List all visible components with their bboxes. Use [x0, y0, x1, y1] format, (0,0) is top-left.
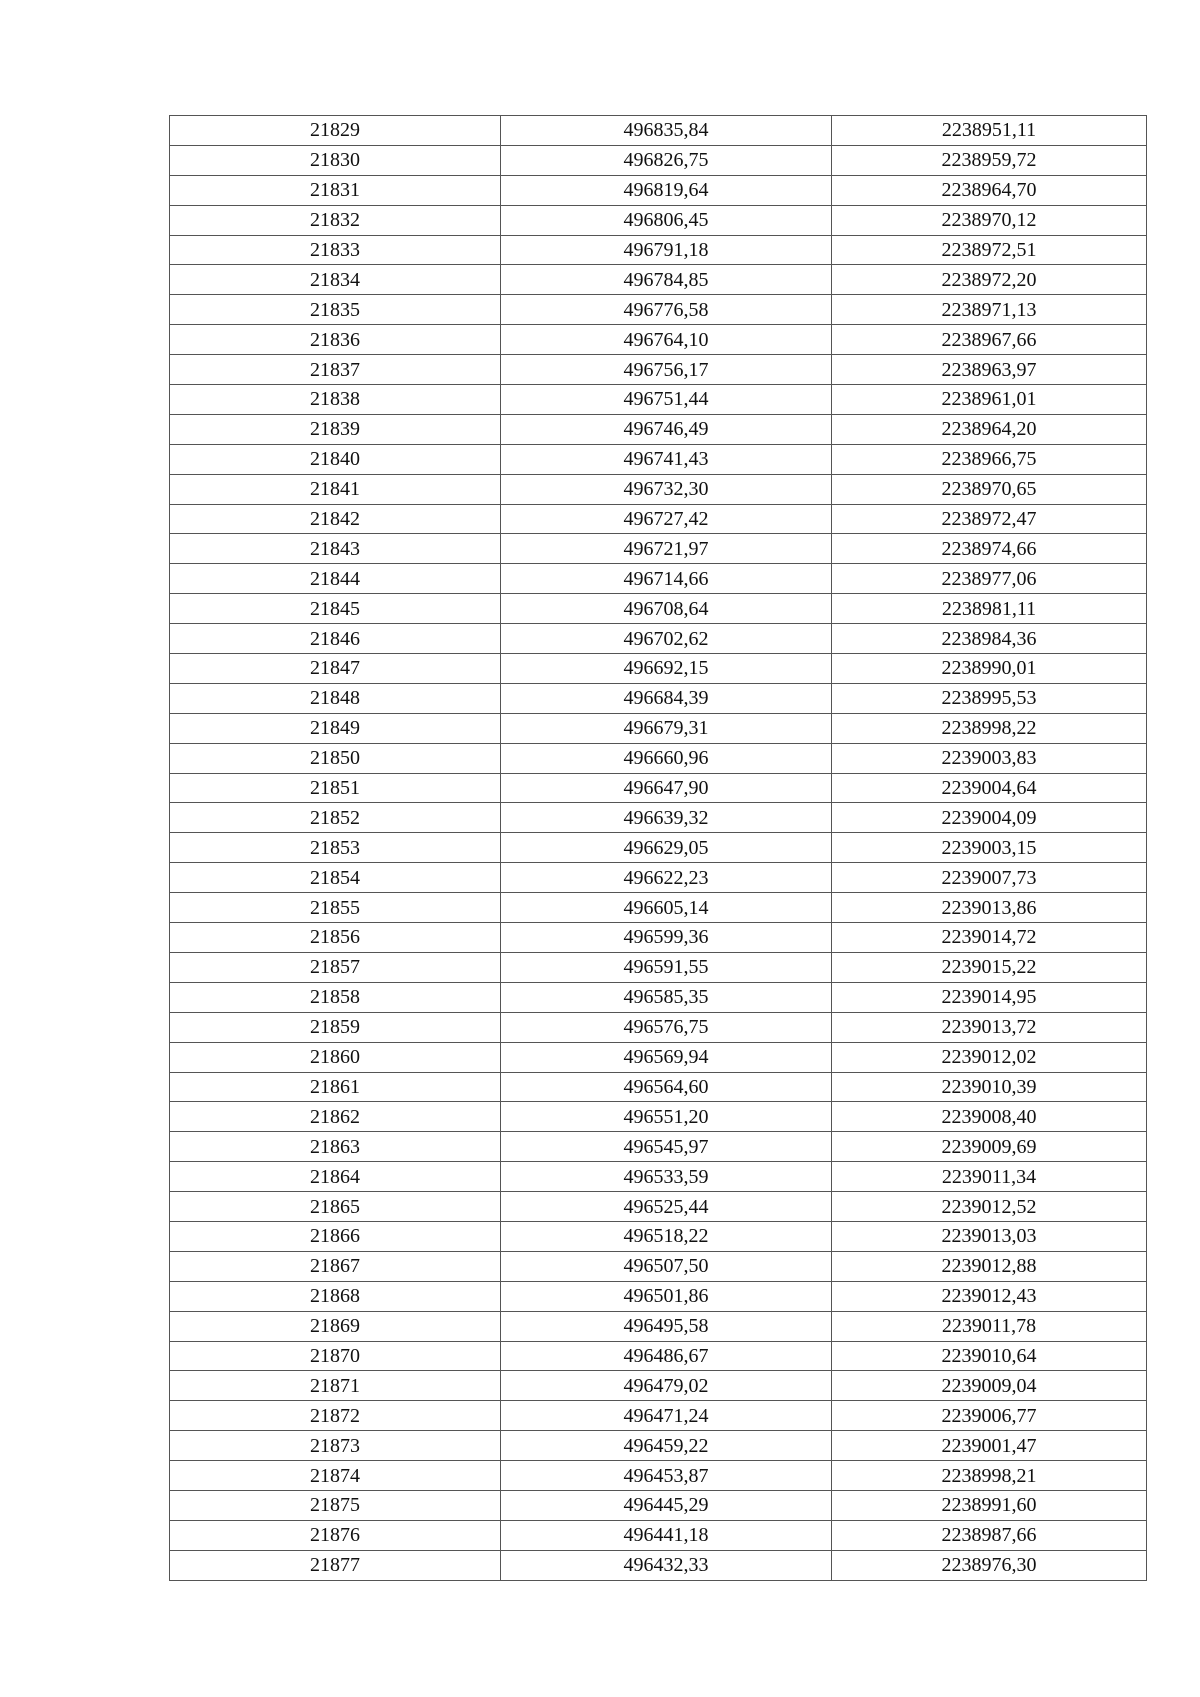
- point-number-cell: 21852: [170, 803, 501, 833]
- y-coordinate-cell: 2238981,11: [832, 594, 1147, 624]
- y-coordinate-cell: 2238967,66: [832, 325, 1147, 355]
- y-coordinate-cell: 2238972,20: [832, 265, 1147, 295]
- table-row: [170, 1221, 1147, 1251]
- y-coordinate-cell: 2238977,06: [832, 564, 1147, 594]
- point-number-cell: 21870: [170, 1341, 501, 1371]
- point-number-cell: 21833: [170, 235, 501, 265]
- table-row: [170, 564, 1147, 594]
- x-coordinate-cell: 496692,15: [501, 654, 832, 684]
- table-row: [170, 175, 1147, 205]
- y-coordinate-cell: 2239011,78: [832, 1311, 1147, 1341]
- y-coordinate-cell: 2239010,39: [832, 1072, 1147, 1102]
- table-row: [170, 1012, 1147, 1042]
- point-number-cell: 21866: [170, 1221, 501, 1251]
- y-coordinate-cell: 2238961,01: [832, 385, 1147, 415]
- table-row: [170, 1371, 1147, 1401]
- x-coordinate-cell: 496660,96: [501, 743, 832, 773]
- y-coordinate-cell: 2239015,22: [832, 952, 1147, 982]
- table-row: [170, 504, 1147, 534]
- table-row: [170, 1461, 1147, 1491]
- table-row: [170, 1102, 1147, 1132]
- y-coordinate-cell: 2238972,51: [832, 235, 1147, 265]
- y-coordinate-cell: 2238970,65: [832, 474, 1147, 504]
- y-coordinate-cell: 2239013,72: [832, 1012, 1147, 1042]
- x-coordinate-cell: 496806,45: [501, 205, 832, 235]
- table-row: [170, 385, 1147, 415]
- table-row: [170, 594, 1147, 624]
- x-coordinate-cell: 496708,64: [501, 594, 832, 624]
- table-row: [170, 1431, 1147, 1461]
- x-coordinate-cell: 496459,22: [501, 1431, 832, 1461]
- y-coordinate-cell: 2239011,34: [832, 1162, 1147, 1192]
- x-coordinate-cell: 496684,39: [501, 683, 832, 713]
- table-row: [170, 1132, 1147, 1162]
- y-coordinate-cell: 2238966,75: [832, 444, 1147, 474]
- coordinates-table: [169, 115, 1147, 1581]
- table-row: [170, 683, 1147, 713]
- x-coordinate-cell: 496479,02: [501, 1371, 832, 1401]
- table-row: [170, 1341, 1147, 1371]
- table-row: [170, 325, 1147, 355]
- table-row: [170, 654, 1147, 684]
- point-number-cell: 21835: [170, 295, 501, 325]
- table-row: [170, 1401, 1147, 1431]
- x-coordinate-cell: 496486,67: [501, 1341, 832, 1371]
- point-number-cell: 21841: [170, 474, 501, 504]
- x-coordinate-cell: 496639,32: [501, 803, 832, 833]
- point-number-cell: 21858: [170, 982, 501, 1012]
- table-row: [170, 952, 1147, 982]
- table-row: [170, 893, 1147, 923]
- table-row: [170, 1192, 1147, 1222]
- y-coordinate-cell: 2238998,21: [832, 1461, 1147, 1491]
- y-coordinate-cell: 2239012,43: [832, 1281, 1147, 1311]
- table-row: [170, 205, 1147, 235]
- y-coordinate-cell: 2239009,69: [832, 1132, 1147, 1162]
- point-number-cell: 21853: [170, 833, 501, 863]
- point-number-cell: 21848: [170, 683, 501, 713]
- table-row: [170, 624, 1147, 654]
- point-number-cell: 21864: [170, 1162, 501, 1192]
- x-coordinate-cell: 496835,84: [501, 116, 832, 146]
- y-coordinate-cell: 2238974,66: [832, 534, 1147, 564]
- table-row: [170, 1311, 1147, 1341]
- y-coordinate-cell: 2239006,77: [832, 1401, 1147, 1431]
- point-number-cell: 21836: [170, 325, 501, 355]
- x-coordinate-cell: 496569,94: [501, 1042, 832, 1072]
- y-coordinate-cell: 2239009,04: [832, 1371, 1147, 1401]
- y-coordinate-cell: 2238963,97: [832, 355, 1147, 385]
- table-row: [170, 534, 1147, 564]
- point-number-cell: 21850: [170, 743, 501, 773]
- point-number-cell: 21843: [170, 534, 501, 564]
- point-number-cell: 21839: [170, 414, 501, 444]
- x-coordinate-cell: 496533,59: [501, 1162, 832, 1192]
- point-number-cell: 21862: [170, 1102, 501, 1132]
- y-coordinate-cell: 2239013,03: [832, 1221, 1147, 1251]
- point-number-cell: 21829: [170, 116, 501, 146]
- y-coordinate-cell: 2239003,83: [832, 743, 1147, 773]
- y-coordinate-cell: 2239007,73: [832, 863, 1147, 893]
- table-row: [170, 773, 1147, 803]
- point-number-cell: 21877: [170, 1550, 501, 1580]
- x-coordinate-cell: 496721,97: [501, 534, 832, 564]
- y-coordinate-cell: 2239014,95: [832, 982, 1147, 1012]
- x-coordinate-cell: 496776,58: [501, 295, 832, 325]
- point-number-cell: 21838: [170, 385, 501, 415]
- x-coordinate-cell: 496518,22: [501, 1221, 832, 1251]
- table-row: [170, 833, 1147, 863]
- point-number-cell: 21840: [170, 444, 501, 474]
- table-row: [170, 863, 1147, 893]
- point-number-cell: 21851: [170, 773, 501, 803]
- x-coordinate-cell: 496545,97: [501, 1132, 832, 1162]
- x-coordinate-cell: 496746,49: [501, 414, 832, 444]
- table-row: [170, 923, 1147, 953]
- y-coordinate-cell: 2238964,70: [832, 175, 1147, 205]
- point-number-cell: 21856: [170, 923, 501, 953]
- x-coordinate-cell: 496501,86: [501, 1281, 832, 1311]
- x-coordinate-cell: 496591,55: [501, 952, 832, 982]
- y-coordinate-cell: 2239013,86: [832, 893, 1147, 923]
- table-row: [170, 265, 1147, 295]
- x-coordinate-cell: 496576,75: [501, 1012, 832, 1042]
- table-row: [170, 713, 1147, 743]
- x-coordinate-cell: 496756,17: [501, 355, 832, 385]
- y-coordinate-cell: 2238976,30: [832, 1550, 1147, 1580]
- x-coordinate-cell: 496564,60: [501, 1072, 832, 1102]
- table-row: [170, 1490, 1147, 1520]
- table-row: [170, 1550, 1147, 1580]
- y-coordinate-cell: 2238998,22: [832, 713, 1147, 743]
- y-coordinate-cell: 2239003,15: [832, 833, 1147, 863]
- table-row: [170, 295, 1147, 325]
- point-number-cell: 21847: [170, 654, 501, 684]
- x-coordinate-cell: 496714,66: [501, 564, 832, 594]
- x-coordinate-cell: 496784,85: [501, 265, 832, 295]
- point-number-cell: 21842: [170, 504, 501, 534]
- y-coordinate-cell: 2238990,01: [832, 654, 1147, 684]
- point-number-cell: 21875: [170, 1490, 501, 1520]
- table-row: [170, 1281, 1147, 1311]
- y-coordinate-cell: 2238951,11: [832, 116, 1147, 146]
- y-coordinate-cell: 2239012,52: [832, 1192, 1147, 1222]
- y-coordinate-cell: 2238959,72: [832, 145, 1147, 175]
- table-row: [170, 444, 1147, 474]
- x-coordinate-cell: 496727,42: [501, 504, 832, 534]
- point-number-cell: 21854: [170, 863, 501, 893]
- x-coordinate-cell: 496432,33: [501, 1550, 832, 1580]
- x-coordinate-cell: 496741,43: [501, 444, 832, 474]
- point-number-cell: 21834: [170, 265, 501, 295]
- point-number-cell: 21831: [170, 175, 501, 205]
- point-number-cell: 21849: [170, 713, 501, 743]
- point-number-cell: 21830: [170, 145, 501, 175]
- point-number-cell: 21874: [170, 1461, 501, 1491]
- table-row: [170, 1251, 1147, 1281]
- table-row: [170, 982, 1147, 1012]
- y-coordinate-cell: 2239004,09: [832, 803, 1147, 833]
- x-coordinate-cell: 496819,64: [501, 175, 832, 205]
- coordinates-table-body: [170, 116, 1147, 1581]
- point-number-cell: 21844: [170, 564, 501, 594]
- table-row: [170, 803, 1147, 833]
- y-coordinate-cell: 2239012,02: [832, 1042, 1147, 1072]
- x-coordinate-cell: 496764,10: [501, 325, 832, 355]
- point-number-cell: 21837: [170, 355, 501, 385]
- y-coordinate-cell: 2239014,72: [832, 923, 1147, 953]
- table-row: [170, 414, 1147, 444]
- y-coordinate-cell: 2239010,64: [832, 1341, 1147, 1371]
- table-row: [170, 743, 1147, 773]
- point-number-cell: 21832: [170, 205, 501, 235]
- x-coordinate-cell: 496702,62: [501, 624, 832, 654]
- y-coordinate-cell: 2238971,13: [832, 295, 1147, 325]
- point-number-cell: 21869: [170, 1311, 501, 1341]
- x-coordinate-cell: 496445,29: [501, 1490, 832, 1520]
- x-coordinate-cell: 496441,18: [501, 1520, 832, 1550]
- point-number-cell: 21857: [170, 952, 501, 982]
- y-coordinate-cell: 2239012,88: [832, 1251, 1147, 1281]
- y-coordinate-cell: 2239004,64: [832, 773, 1147, 803]
- point-number-cell: 21873: [170, 1431, 501, 1461]
- x-coordinate-cell: 496471,24: [501, 1401, 832, 1431]
- table-row: [170, 1072, 1147, 1102]
- y-coordinate-cell: 2238987,66: [832, 1520, 1147, 1550]
- y-coordinate-cell: 2238991,60: [832, 1490, 1147, 1520]
- y-coordinate-cell: 2238964,20: [832, 414, 1147, 444]
- point-number-cell: 21867: [170, 1251, 501, 1281]
- table-row: [170, 145, 1147, 175]
- table-row: [170, 474, 1147, 504]
- point-number-cell: 21846: [170, 624, 501, 654]
- x-coordinate-cell: 496791,18: [501, 235, 832, 265]
- x-coordinate-cell: 496551,20: [501, 1102, 832, 1132]
- x-coordinate-cell: 496732,30: [501, 474, 832, 504]
- y-coordinate-cell: 2239008,40: [832, 1102, 1147, 1132]
- point-number-cell: 21845: [170, 594, 501, 624]
- x-coordinate-cell: 496679,31: [501, 713, 832, 743]
- x-coordinate-cell: 496605,14: [501, 893, 832, 923]
- point-number-cell: 21859: [170, 1012, 501, 1042]
- x-coordinate-cell: 496751,44: [501, 385, 832, 415]
- y-coordinate-cell: 2238984,36: [832, 624, 1147, 654]
- x-coordinate-cell: 496647,90: [501, 773, 832, 803]
- table-row: [170, 1520, 1147, 1550]
- point-number-cell: 21871: [170, 1371, 501, 1401]
- x-coordinate-cell: 496585,35: [501, 982, 832, 1012]
- x-coordinate-cell: 496826,75: [501, 145, 832, 175]
- x-coordinate-cell: 496525,44: [501, 1192, 832, 1222]
- table-row: [170, 235, 1147, 265]
- x-coordinate-cell: 496629,05: [501, 833, 832, 863]
- x-coordinate-cell: 496495,58: [501, 1311, 832, 1341]
- table-row: [170, 1042, 1147, 1072]
- x-coordinate-cell: 496622,23: [501, 863, 832, 893]
- point-number-cell: 21872: [170, 1401, 501, 1431]
- point-number-cell: 21876: [170, 1520, 501, 1550]
- y-coordinate-cell: 2239001,47: [832, 1431, 1147, 1461]
- point-number-cell: 21863: [170, 1132, 501, 1162]
- table-row: [170, 1162, 1147, 1192]
- point-number-cell: 21855: [170, 893, 501, 923]
- y-coordinate-cell: 2238972,47: [832, 504, 1147, 534]
- y-coordinate-cell: 2238970,12: [832, 205, 1147, 235]
- point-number-cell: 21861: [170, 1072, 501, 1102]
- x-coordinate-cell: 496453,87: [501, 1461, 832, 1491]
- point-number-cell: 21860: [170, 1042, 501, 1072]
- x-coordinate-cell: 496599,36: [501, 923, 832, 953]
- table-row: [170, 355, 1147, 385]
- table-row: [170, 116, 1147, 146]
- point-number-cell: 21865: [170, 1192, 501, 1222]
- x-coordinate-cell: 496507,50: [501, 1251, 832, 1281]
- point-number-cell: 21868: [170, 1281, 501, 1311]
- y-coordinate-cell: 2238995,53: [832, 683, 1147, 713]
